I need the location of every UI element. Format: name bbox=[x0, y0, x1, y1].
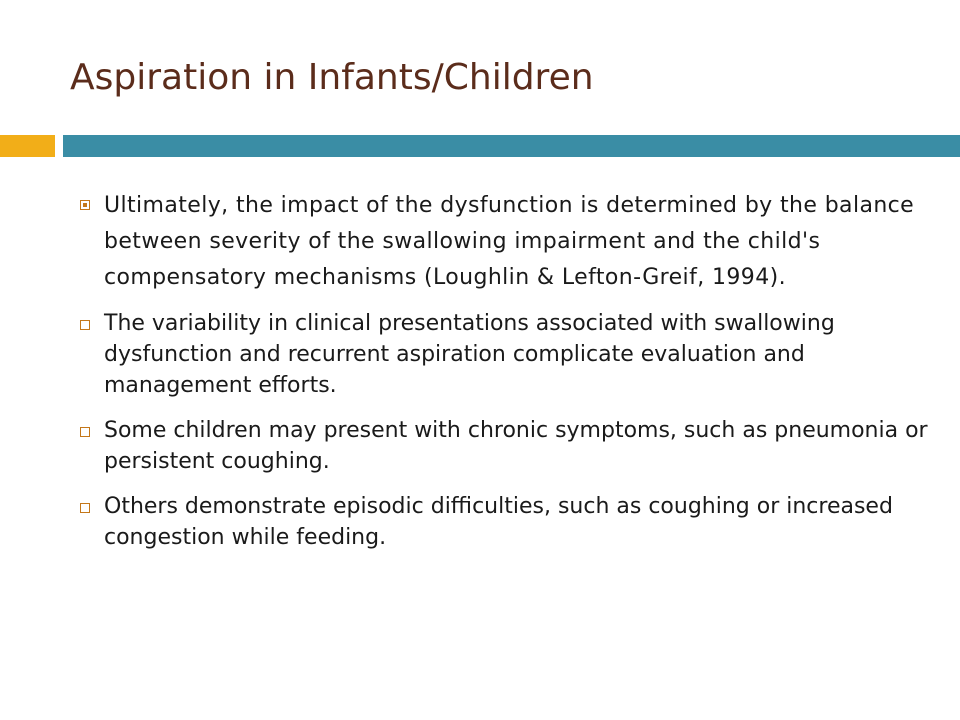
bullet-text: Some children may present with chronic symptoms, such as pneumonia or persistent coughing. bbox=[104, 418, 928, 474]
hollow-square-bullet-icon bbox=[80, 503, 90, 513]
bullet-item bbox=[80, 415, 930, 477]
bullet-list bbox=[80, 188, 930, 553]
hollow-square-bullet-icon bbox=[80, 427, 90, 437]
title-divider-band bbox=[63, 135, 960, 157]
bullet-item bbox=[80, 308, 930, 401]
bullet-item bbox=[80, 491, 930, 553]
bullet-text: Ultimately, the impact of the dysfunction is determined by the balance between severity of the swallowing impairment and the child's compensatory mechanisms (Loughlin & Lefton-Greif, 1994). bbox=[104, 193, 915, 290]
hollow-square-bullet-icon bbox=[80, 320, 90, 330]
filled-square-bullet-icon bbox=[80, 200, 90, 210]
bullet-text: Others demonstrate episodic difficulties, such as coughing or increased congestion while feeding. bbox=[104, 494, 893, 550]
bullet-text: The variability in clinical presentations associated with swallowing dysfunction and recurrent aspiration complicate evaluation and management efforts. bbox=[104, 311, 835, 398]
title-accent-band bbox=[0, 135, 55, 157]
bullet-item bbox=[80, 188, 930, 296]
slide-title: Aspiration in Infants/Children bbox=[70, 57, 594, 98]
